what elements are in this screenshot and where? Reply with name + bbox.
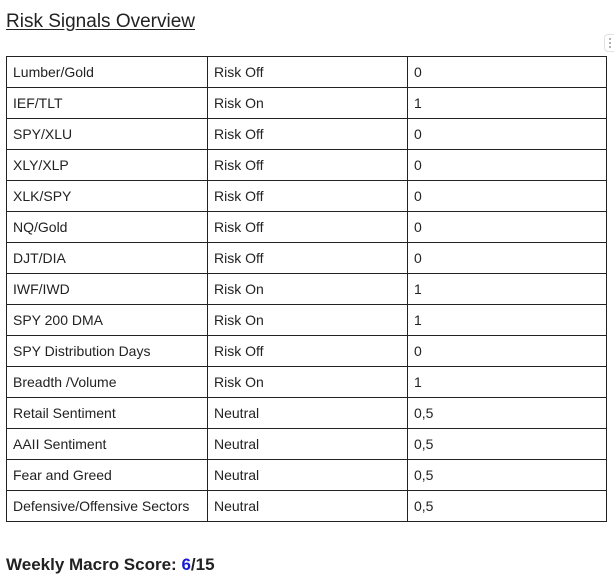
signal-name-cell: Fear and Greed bbox=[7, 460, 208, 491]
table-row bbox=[7, 181, 607, 212]
signal-status-cell: Risk On bbox=[208, 274, 408, 305]
signal-name-cell: XLK/SPY bbox=[7, 181, 208, 212]
signal-status-cell: Risk On bbox=[208, 305, 408, 336]
signal-score-cell: 0 bbox=[408, 336, 607, 367]
table-row bbox=[7, 429, 607, 460]
table-row bbox=[7, 57, 607, 88]
signal-status-cell: Risk Off bbox=[208, 336, 408, 367]
signal-status-cell: Risk Off bbox=[208, 243, 408, 274]
signal-name-cell: IWF/IWD bbox=[7, 274, 208, 305]
side-panel-handle[interactable] bbox=[604, 34, 614, 52]
signal-name-cell: Breadth /Volume bbox=[7, 367, 208, 398]
signal-status-cell: Neutral bbox=[208, 460, 408, 491]
signal-score-cell: 0,5 bbox=[408, 398, 607, 429]
score-label: Weekly Macro Score: bbox=[6, 555, 182, 574]
table-row bbox=[7, 336, 607, 367]
signal-score-cell: 0 bbox=[408, 150, 607, 181]
signal-score-cell: 0 bbox=[408, 119, 607, 150]
score-max: /15 bbox=[190, 555, 215, 574]
signal-name-cell: Retail Sentiment bbox=[7, 398, 208, 429]
score-value: 6 bbox=[181, 555, 191, 574]
vertical-dots-icon-dot bbox=[609, 42, 611, 44]
signal-status-cell: Risk On bbox=[208, 367, 408, 398]
signal-status-cell: Risk Off bbox=[208, 119, 408, 150]
table-row bbox=[7, 119, 607, 150]
signal-status-cell: Risk On bbox=[208, 88, 408, 119]
signal-name-cell: Defensive/Offensive Sectors bbox=[7, 491, 208, 522]
table-row bbox=[7, 150, 607, 181]
table-row bbox=[7, 460, 607, 491]
signals-table bbox=[6, 56, 607, 522]
signal-score-cell: 0 bbox=[408, 57, 607, 88]
table-row bbox=[7, 274, 607, 305]
signal-status-cell: Risk Off bbox=[208, 57, 408, 88]
table-row bbox=[7, 212, 607, 243]
signal-score-cell: 1 bbox=[408, 274, 607, 305]
signal-name-cell: NQ/Gold bbox=[7, 212, 208, 243]
table-row bbox=[7, 88, 607, 119]
signal-name-cell: Lumber/Gold bbox=[7, 57, 208, 88]
signal-name-cell: DJT/DIA bbox=[7, 243, 208, 274]
table-row bbox=[7, 243, 607, 274]
signal-status-cell: Neutral bbox=[208, 398, 408, 429]
signal-name-cell: IEF/TLT bbox=[7, 88, 208, 119]
signal-status-cell: Neutral bbox=[208, 491, 408, 522]
signal-score-cell: 0 bbox=[408, 212, 607, 243]
signal-score-cell: 0,5 bbox=[408, 460, 607, 491]
signal-score-cell: 1 bbox=[408, 88, 607, 119]
signal-score-cell: 0,5 bbox=[408, 429, 607, 460]
signal-score-cell: 1 bbox=[408, 367, 607, 398]
signal-name-cell: AAII Sentiment bbox=[7, 429, 208, 460]
table-row bbox=[7, 398, 607, 429]
signal-score-cell: 0 bbox=[408, 243, 607, 274]
signal-status-cell: Risk Off bbox=[208, 212, 408, 243]
signal-name-cell: SPY/XLU bbox=[7, 119, 208, 150]
signal-score-cell: 0 bbox=[408, 181, 607, 212]
signals-table-body bbox=[7, 57, 607, 522]
signal-name-cell: XLY/XLP bbox=[7, 150, 208, 181]
signal-name-cell: SPY 200 DMA bbox=[7, 305, 208, 336]
table-row bbox=[7, 305, 607, 336]
signal-status-cell: Risk Off bbox=[208, 181, 408, 212]
page-title: Risk Signals Overview bbox=[6, 11, 195, 32]
signal-score-cell: 0,5 bbox=[408, 491, 607, 522]
signal-status-cell: Neutral bbox=[208, 429, 408, 460]
table-row bbox=[7, 491, 607, 522]
signal-score-cell: 1 bbox=[408, 305, 607, 336]
signal-name-cell: SPY Distribution Days bbox=[7, 336, 208, 367]
vertical-dots-icon-dot bbox=[609, 46, 611, 48]
table-row bbox=[7, 367, 607, 398]
weekly-macro-score bbox=[6, 555, 215, 575]
vertical-dots-icon bbox=[609, 38, 611, 40]
signal-status-cell: Risk Off bbox=[208, 150, 408, 181]
